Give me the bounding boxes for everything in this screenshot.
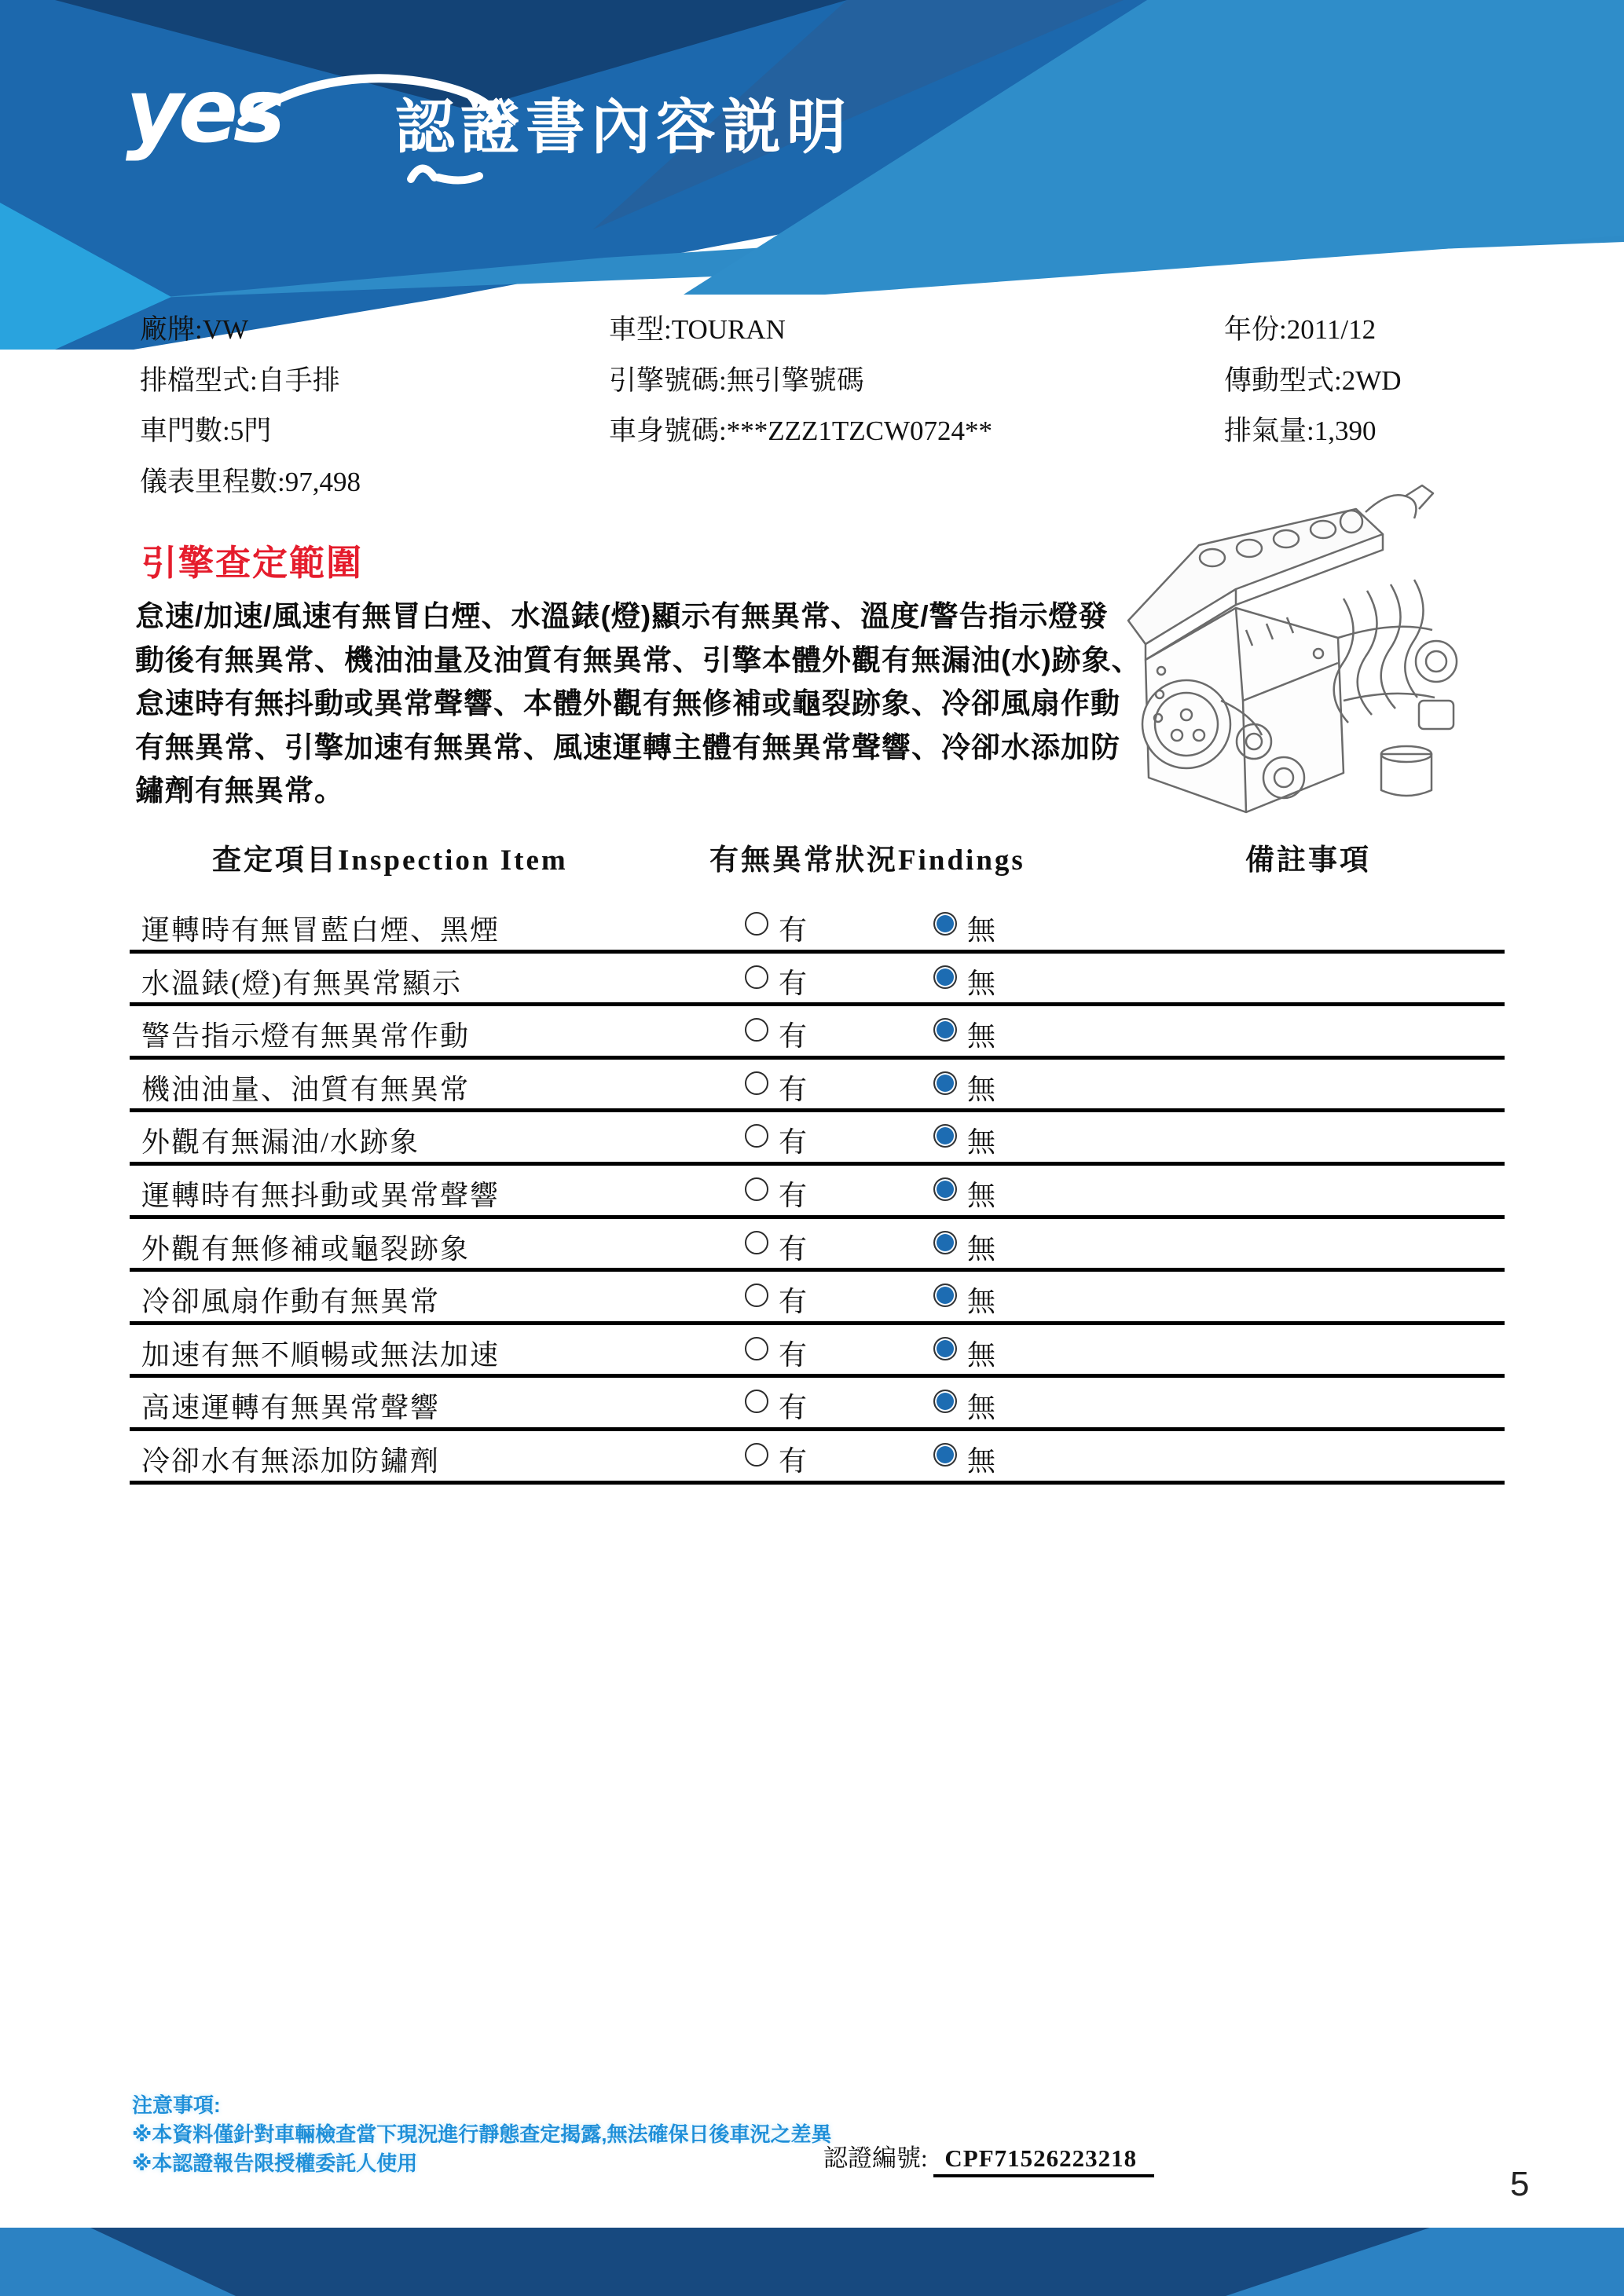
radio-no-label: 無 xyxy=(967,914,996,946)
inspection-item-label: 運轉時有無冒藍白煙、黑煙 xyxy=(141,914,500,946)
radio-no[interactable] xyxy=(933,1283,957,1307)
vehicle-info-column-1 xyxy=(140,305,361,507)
table-row xyxy=(130,1272,1505,1325)
inspection-item-label: 冷卻風扇作動有無異常 xyxy=(141,1286,441,1318)
radio-yes-label: 有 xyxy=(779,1073,808,1105)
info-engine-number: 引擎號碼:無引擎號碼 xyxy=(609,364,864,396)
engine-section-description xyxy=(135,595,1157,813)
table-row xyxy=(130,954,1505,1007)
radio-no-label: 無 xyxy=(967,1126,996,1159)
radio-no-label: 無 xyxy=(967,1286,996,1318)
description-line: 怠速/加速/風速有無冒白煙、水溫錶(燈)顯示有無異常、溫度/警告指示燈發 xyxy=(135,600,1109,632)
radio-no-label: 無 xyxy=(967,1179,996,1211)
radio-yes[interactable] xyxy=(745,1071,768,1095)
inspection-table xyxy=(130,831,1505,1485)
info-model: 車型:TOURAN xyxy=(609,314,786,345)
table-row xyxy=(130,900,1505,954)
radio-no[interactable] xyxy=(933,1124,957,1148)
radio-yes-label: 有 xyxy=(779,1286,808,1318)
info-brand: 廠牌:VW xyxy=(140,314,249,345)
radio-no[interactable] xyxy=(933,1337,957,1360)
radio-yes-label: 有 xyxy=(779,1232,808,1265)
table-row xyxy=(130,1325,1505,1379)
info-drivetrain: 傳動型式:2WD xyxy=(1224,364,1402,396)
table-row xyxy=(130,1060,1505,1113)
radio-no[interactable] xyxy=(933,1177,957,1201)
table-row xyxy=(130,1219,1505,1273)
header-findings: 有無異常狀況Findings xyxy=(709,844,1025,877)
radio-yes[interactable] xyxy=(745,965,768,989)
info-doors: 車門數:5門 xyxy=(140,416,272,447)
info-transmission-type: 排檔型式:自手排 xyxy=(140,364,340,396)
description-line: 鏽劑有無異常。 xyxy=(135,774,344,807)
radio-yes-label: 有 xyxy=(779,1445,808,1477)
radio-yes[interactable] xyxy=(745,1283,768,1307)
info-displacement: 排氣量:1,390 xyxy=(1224,416,1377,447)
certificate-number-value: CPF71526223218 xyxy=(933,2144,1154,2177)
radio-no-label: 無 xyxy=(967,1232,996,1265)
certificate-number-row xyxy=(823,2138,1154,2177)
radio-yes-label: 有 xyxy=(779,1126,808,1159)
footer-bar xyxy=(0,2228,1624,2296)
radio-no-label: 無 xyxy=(967,1338,996,1371)
radio-no[interactable] xyxy=(933,1390,957,1413)
vehicle-info-column-3 xyxy=(1224,305,1402,457)
info-mileage: 儀表里程數:97,498 xyxy=(140,466,361,497)
page-number: 5 xyxy=(1510,2165,1530,2203)
description-line: 動後有無異常、機油油量及油質有無異常、引擎本體外觀有無漏油(水)跡象、 xyxy=(135,643,1142,676)
inspection-item-label: 外觀有無修補或龜裂跡象 xyxy=(141,1232,471,1265)
inspection-item-label: 加速有無不順暢或無法加速 xyxy=(141,1338,500,1371)
inspection-item-label: 機油油量、油質有無異常 xyxy=(141,1073,471,1105)
radio-yes-label: 有 xyxy=(779,967,808,999)
table-header-row xyxy=(130,831,1505,900)
page-header xyxy=(0,0,1624,350)
radio-yes[interactable] xyxy=(745,1124,768,1148)
engine-illustration xyxy=(1067,465,1476,822)
table-row xyxy=(130,1112,1505,1166)
radio-no[interactable] xyxy=(933,1231,957,1254)
footer-notes xyxy=(132,2091,832,2178)
description-line: 有無異常、引擎加速有無異常、風速運轉主體有無異常聲響、冷卻水添加防 xyxy=(135,731,1120,764)
engine-section-title: 引擎查定範圍 xyxy=(141,543,364,583)
table-row xyxy=(130,1166,1505,1219)
table-row xyxy=(130,1431,1505,1485)
radio-yes-label: 有 xyxy=(779,1020,808,1053)
radio-no[interactable] xyxy=(933,1071,957,1095)
radio-yes-label: 有 xyxy=(779,1179,808,1211)
inspection-item-label: 運轉時有無抖動或異常聲響 xyxy=(141,1179,500,1211)
radio-yes[interactable] xyxy=(745,1443,768,1467)
header-remarks: 備註事項 xyxy=(1245,844,1371,877)
radio-yes[interactable] xyxy=(745,1231,768,1254)
notes-title: 注意事項: xyxy=(132,2093,221,2117)
radio-no[interactable] xyxy=(933,912,957,936)
radio-yes[interactable] xyxy=(745,1337,768,1360)
inspection-item-label: 水溫錶(燈)有無異常顯示 xyxy=(141,967,462,999)
info-year: 年份:2011/12 xyxy=(1224,314,1377,345)
header-inspection-item: 查定項目Inspection Item xyxy=(212,844,568,877)
description-line: 怠速時有無抖動或異常聲響、本體外觀有無修補或龜裂跡象、冷卻風扇作動 xyxy=(135,687,1120,720)
inspection-item-label: 高速運轉有無異常聲響 xyxy=(141,1392,441,1424)
info-vin: 車身號碼:***ZZZ1TZCW0724** xyxy=(609,416,993,447)
radio-no[interactable] xyxy=(933,965,957,989)
radio-yes[interactable] xyxy=(745,1018,768,1042)
table-row xyxy=(130,1378,1505,1431)
radio-yes[interactable] xyxy=(745,1177,768,1201)
radio-no-label: 無 xyxy=(967,967,996,999)
inspection-item-label: 警告指示燈有無異常作動 xyxy=(141,1020,471,1053)
certificate-number-label: 認證編號: xyxy=(823,2144,928,2172)
radio-no[interactable] xyxy=(933,1018,957,1042)
radio-yes-label: 有 xyxy=(779,914,808,946)
page-title: 認證書內容説明 xyxy=(395,94,852,161)
radio-no-label: 無 xyxy=(967,1020,996,1053)
note-item: ※本資料僅針對車輛檢查當下現況進行靜態查定揭露,無法確保日後車況之差異 xyxy=(132,2122,832,2146)
inspection-item-label: 外觀有無漏油/水跡象 xyxy=(141,1126,420,1159)
vehicle-info-column-2 xyxy=(609,305,992,457)
note-item: ※本認證報告限授權委託人使用 xyxy=(132,2151,418,2175)
radio-no[interactable] xyxy=(933,1443,957,1467)
radio-yes-label: 有 xyxy=(779,1392,808,1424)
radio-no-label: 無 xyxy=(967,1392,996,1424)
radio-yes[interactable] xyxy=(745,912,768,936)
radio-no-label: 無 xyxy=(967,1445,996,1477)
radio-no-label: 無 xyxy=(967,1073,996,1105)
table-row xyxy=(130,1006,1505,1060)
inspection-item-label: 冷卻水有無添加防鏽劑 xyxy=(141,1445,441,1477)
radio-yes[interactable] xyxy=(745,1390,768,1413)
yes-logo-text: yes xyxy=(126,60,281,163)
radio-yes-label: 有 xyxy=(779,1338,808,1371)
